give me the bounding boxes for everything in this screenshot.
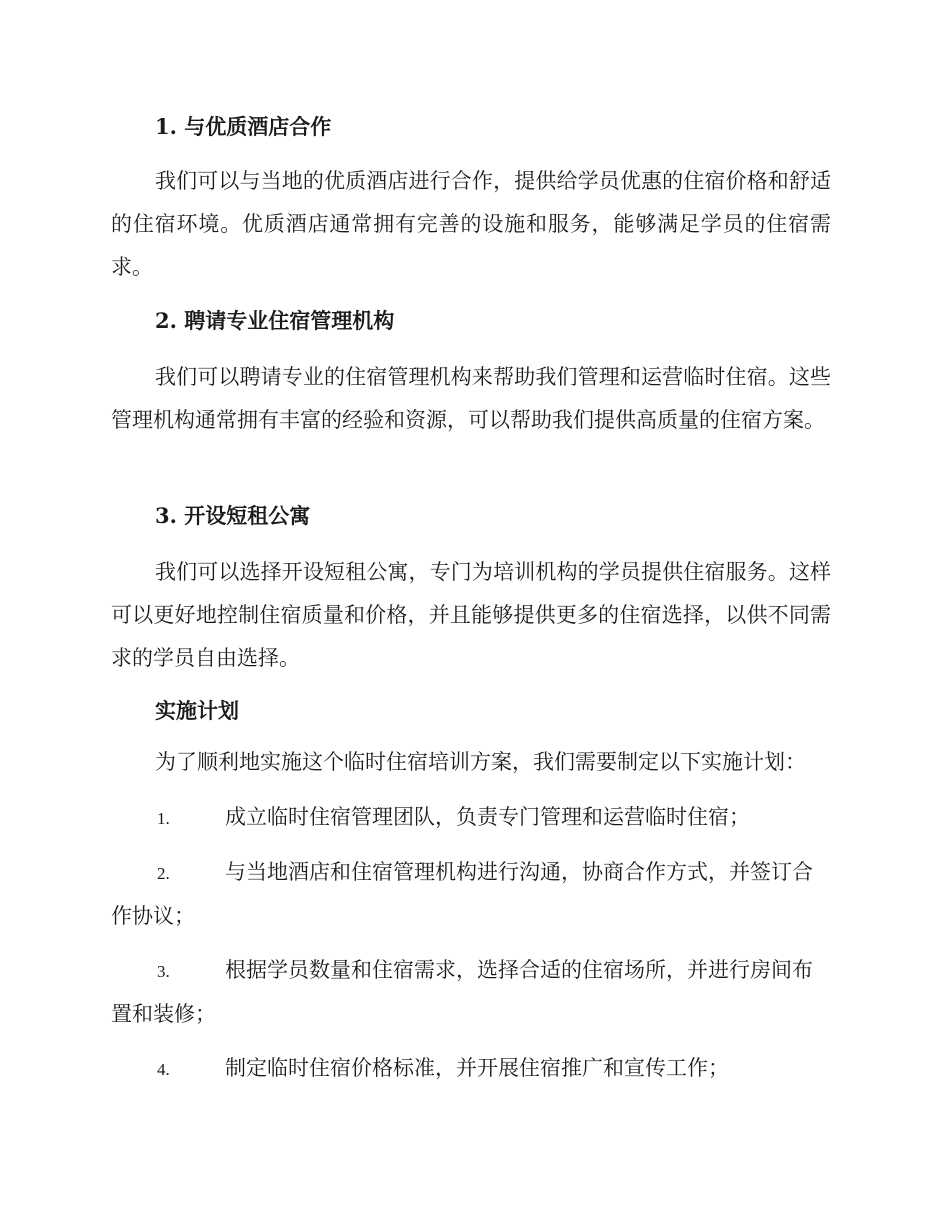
section-heading-2: 2. 聘请专业住宿管理机构 — [155, 308, 395, 333]
plan-item-text: 根据学员数量和住宿需求，选择合适的住宿场所，并进行房间布置和装修； — [111, 958, 813, 1026]
plan-item-2 — [111, 851, 831, 938]
section-body-2: 我们可以聘请专业的住宿管理机构来帮助我们管理和运营临时住宿。这些管理机构通常拥有丰富的经验和资源，可以帮助我们提供高质量的住宿方案。 — [111, 365, 831, 432]
plan-item-number: 2. — [157, 864, 170, 883]
plan-item-1 — [111, 796, 831, 840]
plan-item-text: 制定临时住宿价格标准，并开展住宿推广和宣传工作； — [225, 1056, 729, 1080]
section-body-3: 我们可以选择开设短租公寓，专门为培训机构的学员提供住宿服务。这样可以更好地控制住宿质量和价格，并且能够提供更多的住宿选择，以供不同需求的学员自由选择。 — [111, 560, 831, 670]
plan-item-text: 成立临时住宿管理团队，负责专门管理和运营临时住宿； — [225, 805, 750, 829]
plan-item-number: 3. — [157, 962, 170, 981]
plan-item-number: 4. — [157, 1060, 170, 1079]
section-body-1: 我们可以与当地的优质酒店进行合作，提供给学员优惠的住宿价格和舒适的住宿环境。优质酒店通常拥有完善的设施和服务，能够满足学员的住宿需求。 — [111, 169, 831, 279]
plan-item-3 — [111, 949, 831, 1036]
plan-intro: 为了顺利地实施这个临时住宿培训方案，我们需要制定以下实施计划： — [155, 750, 806, 774]
plan-item-text: 与当地酒店和住宿管理机构进行沟通，协商合作方式，并签订合作协议； — [111, 860, 813, 928]
section-heading-3: 3. 开设短租公寓 — [155, 503, 311, 528]
plan-item-4 — [111, 1047, 831, 1091]
section-heading-1: 1. 与优质酒店合作 — [155, 114, 332, 139]
plan-item-number: 1. — [157, 809, 170, 828]
plan-heading: 实施计划 — [155, 698, 239, 723]
